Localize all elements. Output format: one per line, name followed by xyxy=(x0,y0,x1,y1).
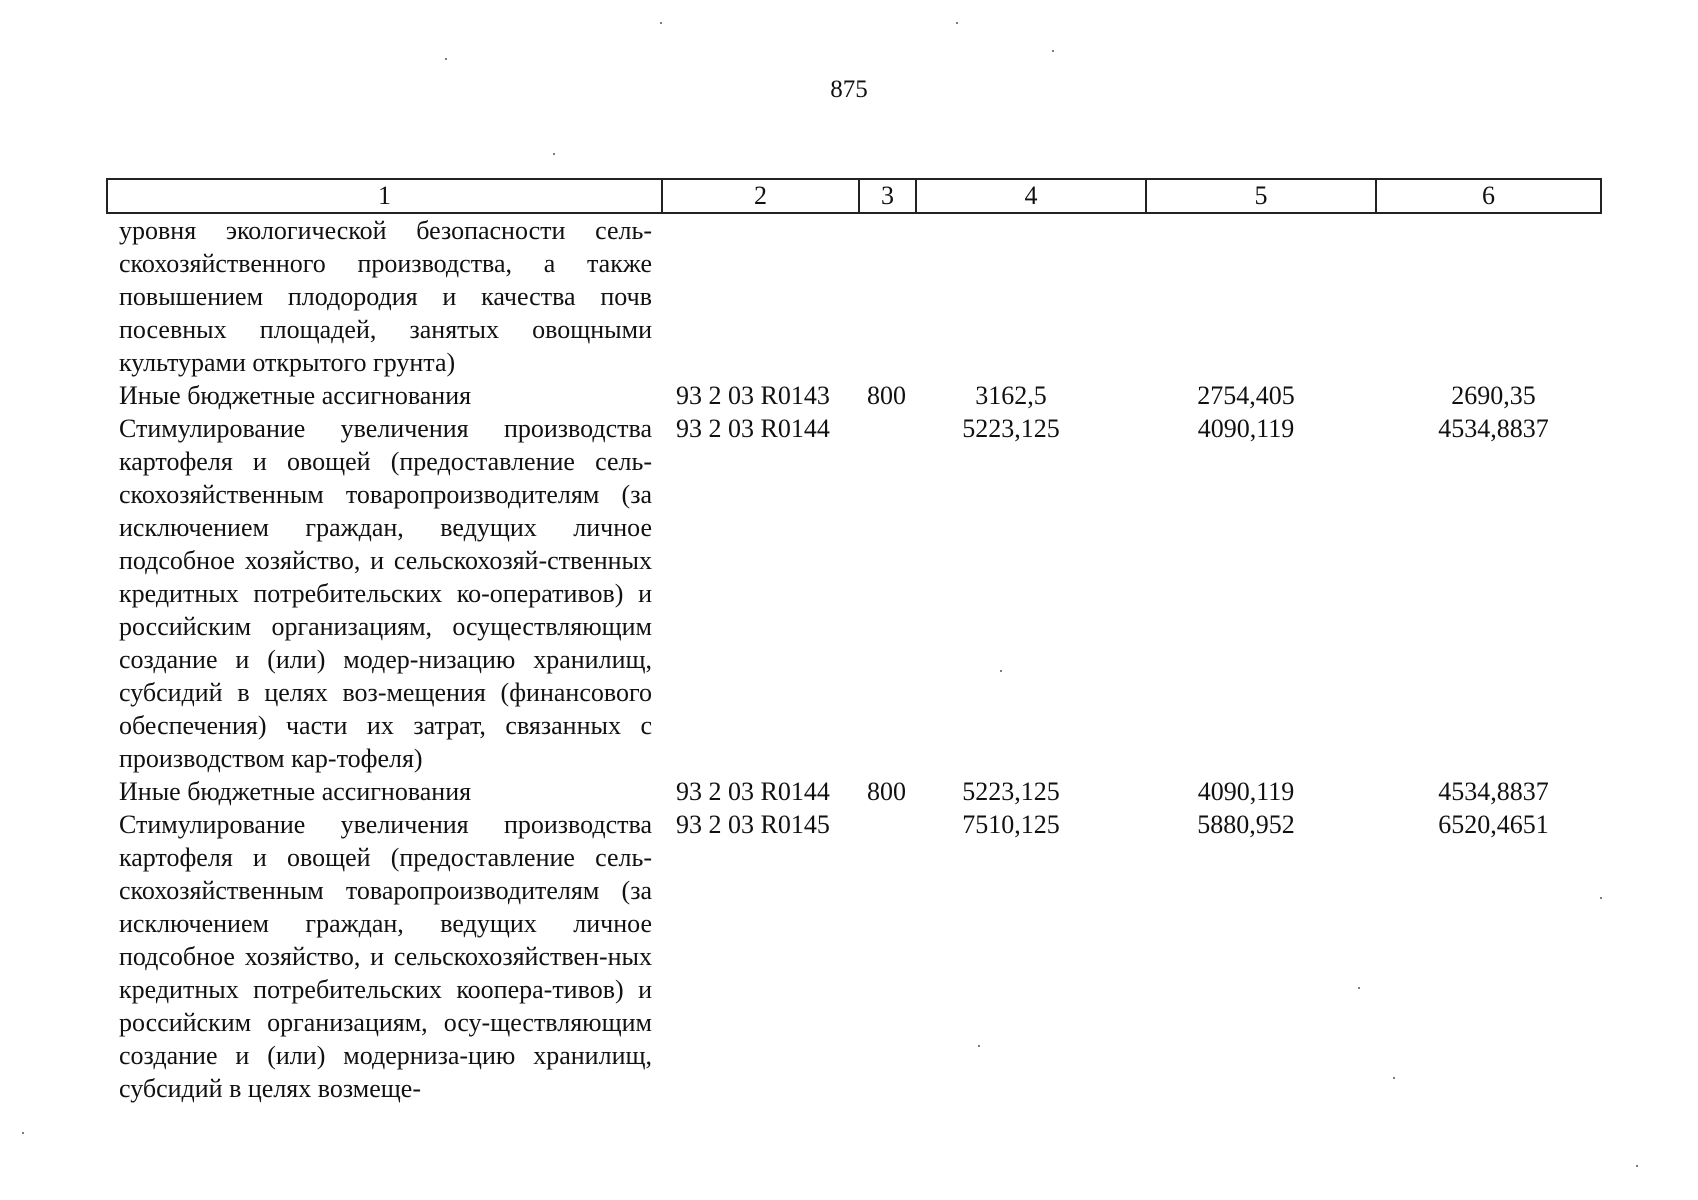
row-expense-type: 800 xyxy=(867,777,906,806)
scan-speck xyxy=(445,58,447,60)
row-value-6 xyxy=(1376,213,1601,379)
table-row xyxy=(107,775,1601,808)
row-value-6: 4534,8837 xyxy=(1438,777,1549,806)
header-row xyxy=(107,179,1601,213)
row-value-5: 4090,119 xyxy=(1197,414,1295,443)
scan-speck xyxy=(1358,987,1360,989)
row-value-5 xyxy=(1146,213,1376,379)
scan-speck xyxy=(956,22,958,24)
row-value-4: 5223,125 xyxy=(962,414,1060,443)
row-expense-type xyxy=(859,213,916,379)
scan-speck xyxy=(660,22,662,24)
scan-speck xyxy=(1052,50,1054,52)
row-expense-type xyxy=(859,808,916,1105)
row-description: Стимулирование увеличения производства картофеля и овощей (предоставление сель-скохозяйственным товаропроизводителям (за исключением граждан, ведущих личное подсобное хозяйство, и сельскохозяй-ственных кредитных потребительских ко-оперативов) и российским организациям, осуществляющим создание и (или) модер-низацию хранилищ, субсидий в целях воз-мещения (финансового обеспечения) части их затрат, связанных с производством кар-тофеля) xyxy=(119,414,652,773)
scan-speck xyxy=(978,1045,980,1047)
row-value-6: 4534,8837 xyxy=(1438,414,1549,443)
row-value-4 xyxy=(916,213,1146,379)
row-value-4: 3162,5 xyxy=(975,381,1047,410)
scan-speck xyxy=(1000,670,1002,672)
page-number: 875 xyxy=(830,76,868,103)
row-expense-type: 800 xyxy=(867,381,906,410)
column-header-3: 3 xyxy=(859,179,916,213)
row-value-4: 7510,125 xyxy=(962,810,1060,839)
row-code: 93 2 03 R0144 xyxy=(676,414,830,443)
scan-speck xyxy=(1600,897,1602,899)
row-value-6: 6520,4651 xyxy=(1438,810,1549,839)
column-header-6: 6 xyxy=(1376,179,1601,213)
row-description: Стимулирование увеличения производства картофеля и овощей (предоставление сель-скохозяйственным товаропроизводителям (за исключением граждан, ведущих личное подсобное хозяйство, и сельскохозяйствен-ных кредитных потребительских коопера-тивов) и российским организациям, осу-ществляющим создание и (или) модерниза-цию хранилищ, субсидий в целях возмеще- xyxy=(119,810,652,1103)
row-value-4: 5223,125 xyxy=(962,777,1060,806)
scan-speck xyxy=(1393,1077,1395,1079)
table-row xyxy=(107,808,1601,1105)
row-code: 93 2 03 R0143 xyxy=(676,381,830,410)
scan-speck xyxy=(22,1132,24,1134)
row-description: Иные бюджетные ассигнования xyxy=(119,777,472,806)
row-description: уровня экологической безопасности сель-скохозяйственного производства, а также повышением плодородия и качества почв посевных площадей, занятых овощными культурами открытого грунта) xyxy=(119,216,652,377)
table-row xyxy=(107,412,1601,775)
budget-table xyxy=(106,178,1602,1105)
row-value-5: 2754,405 xyxy=(1197,381,1295,410)
table-row xyxy=(107,213,1601,379)
row-expense-type xyxy=(859,412,916,775)
row-value-5: 5880,952 xyxy=(1197,810,1295,839)
scan-speck xyxy=(553,153,555,155)
row-code xyxy=(662,213,859,379)
row-description: Иные бюджетные ассигнования xyxy=(119,381,472,410)
column-header-5: 5 xyxy=(1146,179,1376,213)
column-header-4: 4 xyxy=(916,179,1146,213)
row-value-5: 4090,119 xyxy=(1197,777,1295,806)
row-code: 93 2 03 R0144 xyxy=(676,777,830,806)
table-row xyxy=(107,379,1601,412)
scan-speck xyxy=(1636,1165,1638,1167)
row-code: 93 2 03 R0145 xyxy=(676,810,830,839)
column-header-2: 2 xyxy=(662,179,859,213)
column-header-1: 1 xyxy=(107,179,662,213)
row-value-6: 2690,35 xyxy=(1451,381,1536,410)
